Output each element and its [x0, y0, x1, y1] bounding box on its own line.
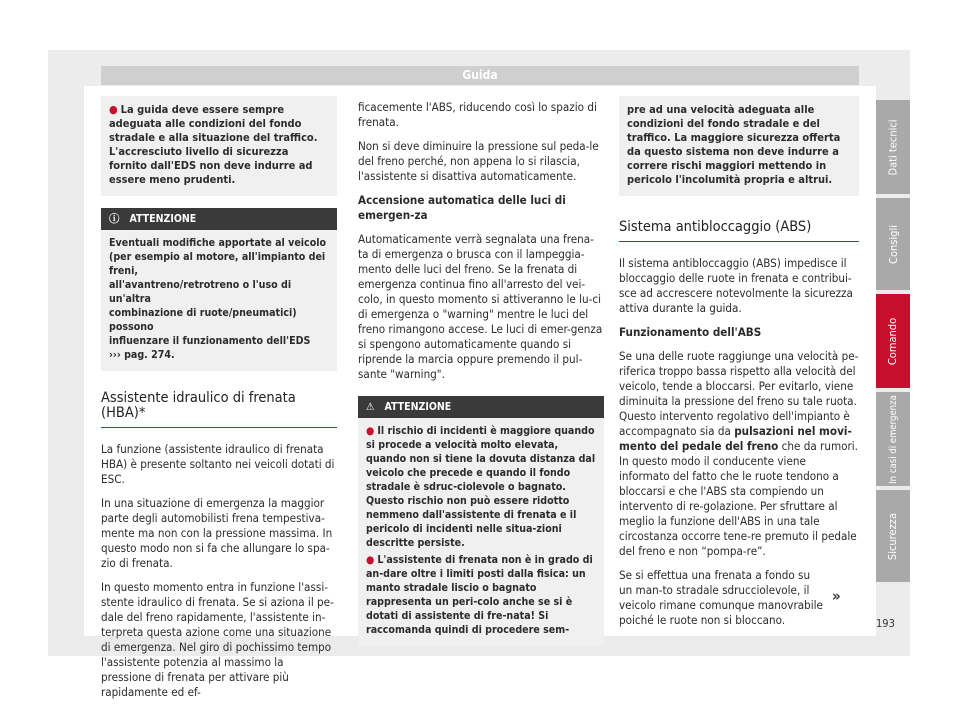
attention-box-eds [101, 208, 337, 371]
tab-comando[interactable] [876, 294, 910, 388]
warning-triangle-icon: ⚠ [366, 401, 375, 413]
attention-continuation-box [619, 96, 859, 196]
bullet-note-box [101, 96, 337, 196]
tab-label: In casi di emergenza [887, 394, 899, 484]
page-number: 193 [876, 617, 895, 630]
paragraph: Il sistema antibloccaggio (ABS) impedisce il bloccaggio delle ruote in frenata e contribui-sce ad accrescere notevolmente la sicurezza attiva durante la guida. [619, 256, 853, 315]
tab-in-casi-di-emergenza[interactable] [876, 392, 910, 486]
tab-consigli[interactable] [876, 198, 910, 290]
paragraph-text: che da rumori. In questo modo il conducente viene informato del fatto che le ruote tendono a bloccarsi e che l'ABS sta compiendo un intervento di re-golazione. Per sfruttare al meglio la funzione dell'ABS in una tale circostanza occorre tene-re premuto il pedale del freno e non “pompa-re”. [619, 439, 858, 558]
tab-label: Consigli [886, 224, 900, 264]
bullet-icon: ● [366, 554, 375, 566]
paragraph: La funzione (assistente idraulico di frenata HBA) è presente soltanto nei veicoli dotati di ESC. [101, 442, 335, 486]
section-title-hba: Assistente idraulico di frenata (HBA)* [101, 383, 337, 428]
column-1 [101, 96, 337, 709]
attention-line: Eventuali modifiche apportate al veicolo [109, 237, 327, 249]
paragraph: In una situazione di emergenza la maggior parte degli automobilisti frena tempestiva-mente ma non con la pressione massima. In questo modo non si fa che allungare lo spa-zio di frenata. [101, 496, 333, 570]
tab-label: Sicurezza [886, 512, 900, 560]
paragraph [619, 349, 859, 559]
attention-title: ATTENZIONE [384, 401, 452, 413]
section-title-abs: Sistema antibloccaggio (ABS) [619, 212, 859, 242]
tab-label: Comando [886, 317, 900, 365]
bullet-icon: ● [366, 425, 375, 437]
paragraph: In questo momento entra in funzione l'assi-stente idraulico di frenata. Se si aziona il pe-dale del freno rapidamente, l'assistente in-terpreta questa azione come una situazione di emergenza. Nel giro di pochissimo tempo l'assistente potenzia al massimo la pressione di frenata per attivare più rapidamente ed ef- [101, 580, 334, 699]
attention-bullet: L'assistente di frenata non è in grado di an-dare oltre i limiti posti dalla fisica: un manto stradale liscio o bagnato rappresenta un peri-colo anche se si è dotati di assistente di fre-nata! Si raccomanda quindi di procedere sem- [366, 554, 593, 636]
attention-line: influenzare il funzionamento dell'EDS [109, 335, 311, 347]
attention-box-brake-assist [358, 396, 604, 646]
paragraph: ficacemente l'ABS, riducendo così lo spazio di frenata. [358, 100, 597, 129]
continue-arrow-icon: » [832, 587, 841, 605]
attention-bullet: Il rischio di incidenti è maggiore quando si procede a velocità molto elevata, quando non si tiene la dovuta distanza dal veicolo che precede e quando il fondo stradale è sdruc-ciolevole o bagnato. Questo rischio non può essere ridotto nemmeno dall'assistente di frenata e il pericolo di incidenti nelle situa-zioni descritte persiste. [366, 425, 596, 549]
tab-sicurezza[interactable] [876, 490, 910, 582]
column-3 [619, 96, 859, 637]
tab-label: Dati tecnici [886, 118, 900, 176]
bullet-note-text: La guida deve essere sempre adeguata alle condizioni del fondo stradale e alla situazione del traffico. L'accresciuto livello di sicurezza fornito dall'EDS non deve indurre ad essere meno prudenti. [109, 103, 318, 186]
attention-line: combinazione di ruote/pneumatici) possono [109, 307, 297, 333]
bullet-icon: ● [109, 103, 118, 116]
attention-header [358, 396, 604, 418]
paragraph-text: Se una delle ruote raggiunge una velocità pe-riferica troppo bassa rispetto alla velocità del veicolo, tende a bloccarsi. Per evitarlo, viene diminuita la pressione del freno su tale ruota. Questo intervento regolativo dell'impianto è accompagnato sia da [619, 349, 859, 438]
attention-title: ATTENZIONE [129, 213, 197, 225]
page-header: Guida [101, 66, 859, 85]
paragraph: Non si deve diminuire la pressione sul peda-le del freno perché, non appena lo si rilascia, l'assistente si disattiva automaticamente. [358, 139, 599, 183]
attention-header [101, 208, 337, 230]
subheading-emergency-lights: Accensione automatica delle luci di emergen-za [358, 193, 566, 222]
attention-line: (per esempio al motore, all'impianto dei freni, [109, 251, 326, 277]
info-icon: ⓘ [109, 213, 120, 225]
paragraph: Se si effettua una frenata a fondo su un man-to stradale sdrucciolevole, il veicolo rimane comunque manovrabile poiché le ruote non si bloccano. [619, 568, 823, 627]
column-2 [358, 100, 604, 658]
paragraph: Automaticamente verrà segnalata una frena-ta di emergenza o brusca con il lampeggia-mento delle luci del freno. Se la frenata di emergenza continua fino all'arresto del vei-colo, in questo momento si attiveranno le lu-ci di emergenza o "warning" mentre le luci del freno rimangono accese. Le luci di emer-genza si spengono automaticamente quando si riprende la marcia oppure premendo il pul-sante "warning". [358, 232, 603, 381]
attention-body [358, 418, 604, 646]
subheading-abs-function: Funzionamento dell'ABS [619, 325, 762, 339]
attention-line: all'avantreno/retrotreno o l'uso di un'altra [109, 279, 292, 305]
tab-dati-tecnici[interactable] [876, 100, 910, 194]
attention-body [101, 230, 337, 371]
page-reference-link[interactable]: ››› pag. 274. [109, 349, 175, 361]
paragraph-bold-text: pulsazioni nel movi-mento del pedale del freno [619, 424, 852, 453]
attention-continuation-text: pre ad una velocità adeguata alle condizioni del fondo stradale e del traffico. La maggiore sicurezza offerta da questo sistema non deve indurre a correre rischi maggiori mettendo in pericolo l'incolumità propria e altrui. [627, 103, 841, 186]
